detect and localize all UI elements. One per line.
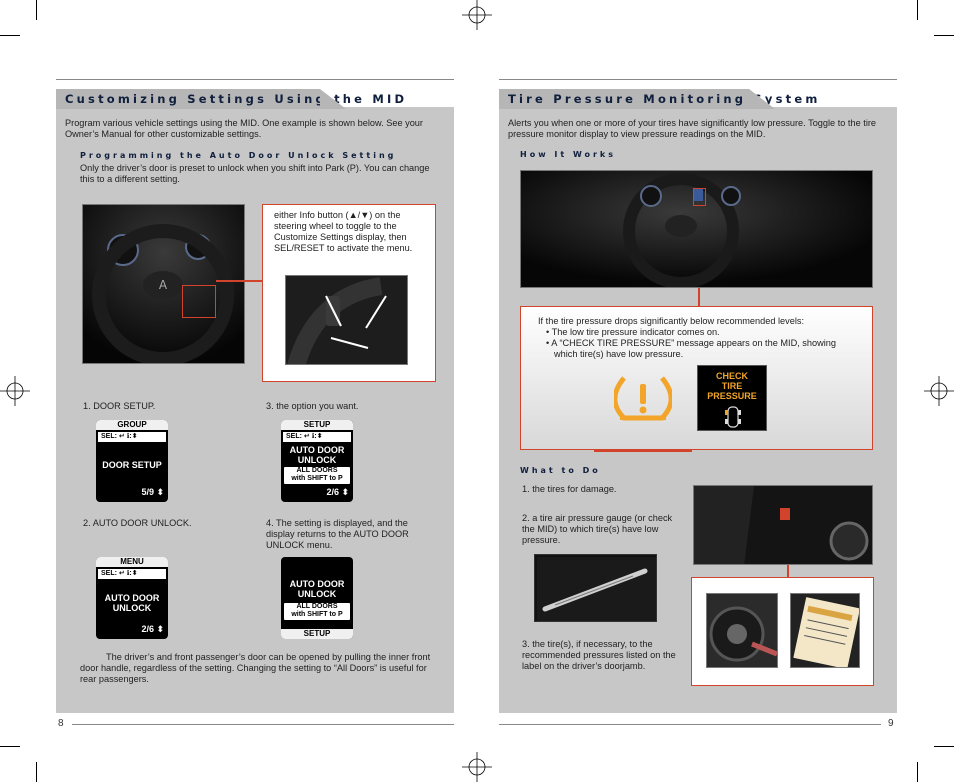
- tire-valve-icon: [707, 594, 778, 668]
- info-button-highlight: [182, 285, 216, 318]
- left-header-tab: [56, 89, 408, 109]
- mid-screen-body: DOOR SETUP: [102, 460, 162, 470]
- mid-screen-title: MENU: [96, 557, 168, 567]
- crop-mark: [934, 35, 954, 36]
- check-tire-pressure-message: CHECK TIRE PRESSURE: [707, 371, 757, 401]
- car-tire-diagram-icon: [724, 405, 742, 429]
- step-3-text: 3. the option you want.: [266, 401, 359, 411]
- car-door-icon: [694, 486, 873, 565]
- crop-mark: [917, 762, 918, 782]
- pressure-label-icon: [791, 594, 860, 668]
- how-it-works-subheading: How It Works: [520, 150, 617, 159]
- page-rule: [499, 79, 897, 80]
- callout-underline: [594, 450, 692, 452]
- low-tire-pressure-icon: [614, 372, 672, 424]
- do-step-2-text: 2. a tire air pressure gauge (or check the MID) to which tire(s) have low pressure.: [522, 513, 673, 545]
- mid-screen-counter: 2/6 ⬍: [141, 624, 164, 634]
- mid-screen-sel: SEL: ↵ ℹ:⬍: [283, 432, 351, 442]
- registration-mark: [924, 376, 954, 406]
- crop-mark: [0, 35, 20, 36]
- mid-screen-counter: 2/6 ⬍: [326, 487, 349, 497]
- crop-mark: [917, 0, 918, 20]
- mid-screen-door-setup: [96, 420, 168, 502]
- tire-gauge-photo: [534, 554, 657, 622]
- mid-screen-sel: SEL: ↵ ℹ:⬍: [98, 432, 166, 442]
- right-page-title: Tire Pressure Monitoring System: [508, 92, 821, 106]
- what-to-do-subheading: What to Do: [520, 466, 601, 475]
- registration-mark: [462, 0, 492, 30]
- steering-controls-icon: [286, 276, 408, 365]
- door-unlock-description: Only the driver’s door is preset to unlock when you shift into Park (P). You can change this to a different setting.: [80, 163, 430, 184]
- callout-connector: [698, 288, 700, 306]
- tpms-alert-lead: If the tire pressure drops significantly below recommended levels:: [538, 316, 805, 326]
- right-header-tab: [499, 89, 821, 109]
- mid-screen-option: ALL DOORS with SHIFT to P: [284, 467, 350, 484]
- registration-mark: [462, 752, 492, 782]
- left-intro-text: Program various vehicle settings using the MID. One example is shown below. See your Owner’s Manual for other customizable settings.: [65, 118, 423, 139]
- mid-screen-counter: 5/9 ⬍: [141, 487, 164, 497]
- steering-wheel-icon: [83, 205, 245, 364]
- info-button-photo: [285, 275, 408, 365]
- door-jamb-photo: [693, 485, 873, 565]
- mid-screen-setup: [281, 420, 353, 502]
- step-2-text: 2. AUTO DOOR UNLOCK.: [83, 518, 192, 528]
- list-item: • The low tire pressure indicator comes on.: [546, 327, 720, 337]
- mid-screen-auto-door-unlock: [96, 557, 168, 639]
- mid-screen-body: AUTO DOOR UNLOCK: [289, 579, 345, 599]
- door-unlock-subheading: Programming the Auto Door Unlock Setting: [80, 151, 397, 160]
- tire-gauge-icon: [535, 555, 657, 622]
- callout-connector: [216, 280, 262, 282]
- page-rule: [56, 79, 454, 80]
- mid-screen-option: ALL DOORS with SHIFT to P: [284, 603, 350, 620]
- tire-pressure-label-photo: [790, 593, 860, 668]
- check-tire-pressure-display: [697, 365, 767, 431]
- do-step-3-text: 3. the tire(s), if necessary, to the recommended pressures listed on the label on the driver’s doorjamb.: [522, 639, 676, 671]
- left-page-title: Customizing Settings Using the MID: [65, 92, 408, 106]
- footer-rule: [72, 724, 454, 725]
- crop-mark: [36, 762, 37, 782]
- step-1-text: 1. DOOR SETUP.: [83, 401, 156, 411]
- mid-display-highlight: [693, 188, 706, 206]
- svg-text:A: A: [158, 278, 168, 292]
- steering-wheel-photo: [82, 204, 245, 364]
- mid-screen-body: AUTO DOOR UNLOCK: [104, 593, 160, 613]
- tpms-alert-list: [538, 327, 858, 360]
- page-number: 8: [58, 718, 64, 729]
- left-note-text: The driver’s and front passenger’s door can be opened by pulling the inner front door handle, regardless of the setting. Changing the setting to “All Doors” is useful for rear passengers.: [80, 652, 431, 684]
- crop-mark: [0, 746, 20, 747]
- do-step-1-text: 1. the tires for damage.: [522, 484, 617, 494]
- callout-connector: [787, 565, 789, 577]
- mid-screen-bottom-bar: SETUP: [281, 629, 353, 639]
- inflate-tire-photo: [706, 593, 778, 668]
- mid-screen-confirmed: [281, 557, 353, 639]
- mid-screen-sel: SEL: ↵ ℹ:⬍: [98, 569, 166, 579]
- step-4-text: 4. The setting is displayed, and the display returns to the AUTO DOOR UNLOCK menu.: [266, 518, 409, 550]
- page-number: 9: [888, 718, 894, 729]
- right-intro-text: Alerts you when one or more of your tires have significantly low pressure. Toggle to the tire pressure monitor display to view pressure readings on the MID.: [508, 118, 877, 139]
- footer-rule: [499, 724, 881, 725]
- mid-screen-title: SETUP: [281, 420, 353, 430]
- callout-text: either Info button (▲/▼) on the steering wheel to toggle to the Customize Settings display, then SEL/RESET to activate the menu.: [274, 210, 413, 253]
- crop-mark: [36, 0, 37, 20]
- registration-mark: [0, 376, 30, 406]
- mid-screen-title: GROUP: [96, 420, 168, 430]
- list-item: • A “CHECK TIRE PRESSURE” message appears on the MID, showing which tire(s) have low pressure.: [546, 338, 837, 359]
- crop-mark: [934, 746, 954, 747]
- mid-screen-body: AUTO DOOR UNLOCK: [289, 445, 345, 465]
